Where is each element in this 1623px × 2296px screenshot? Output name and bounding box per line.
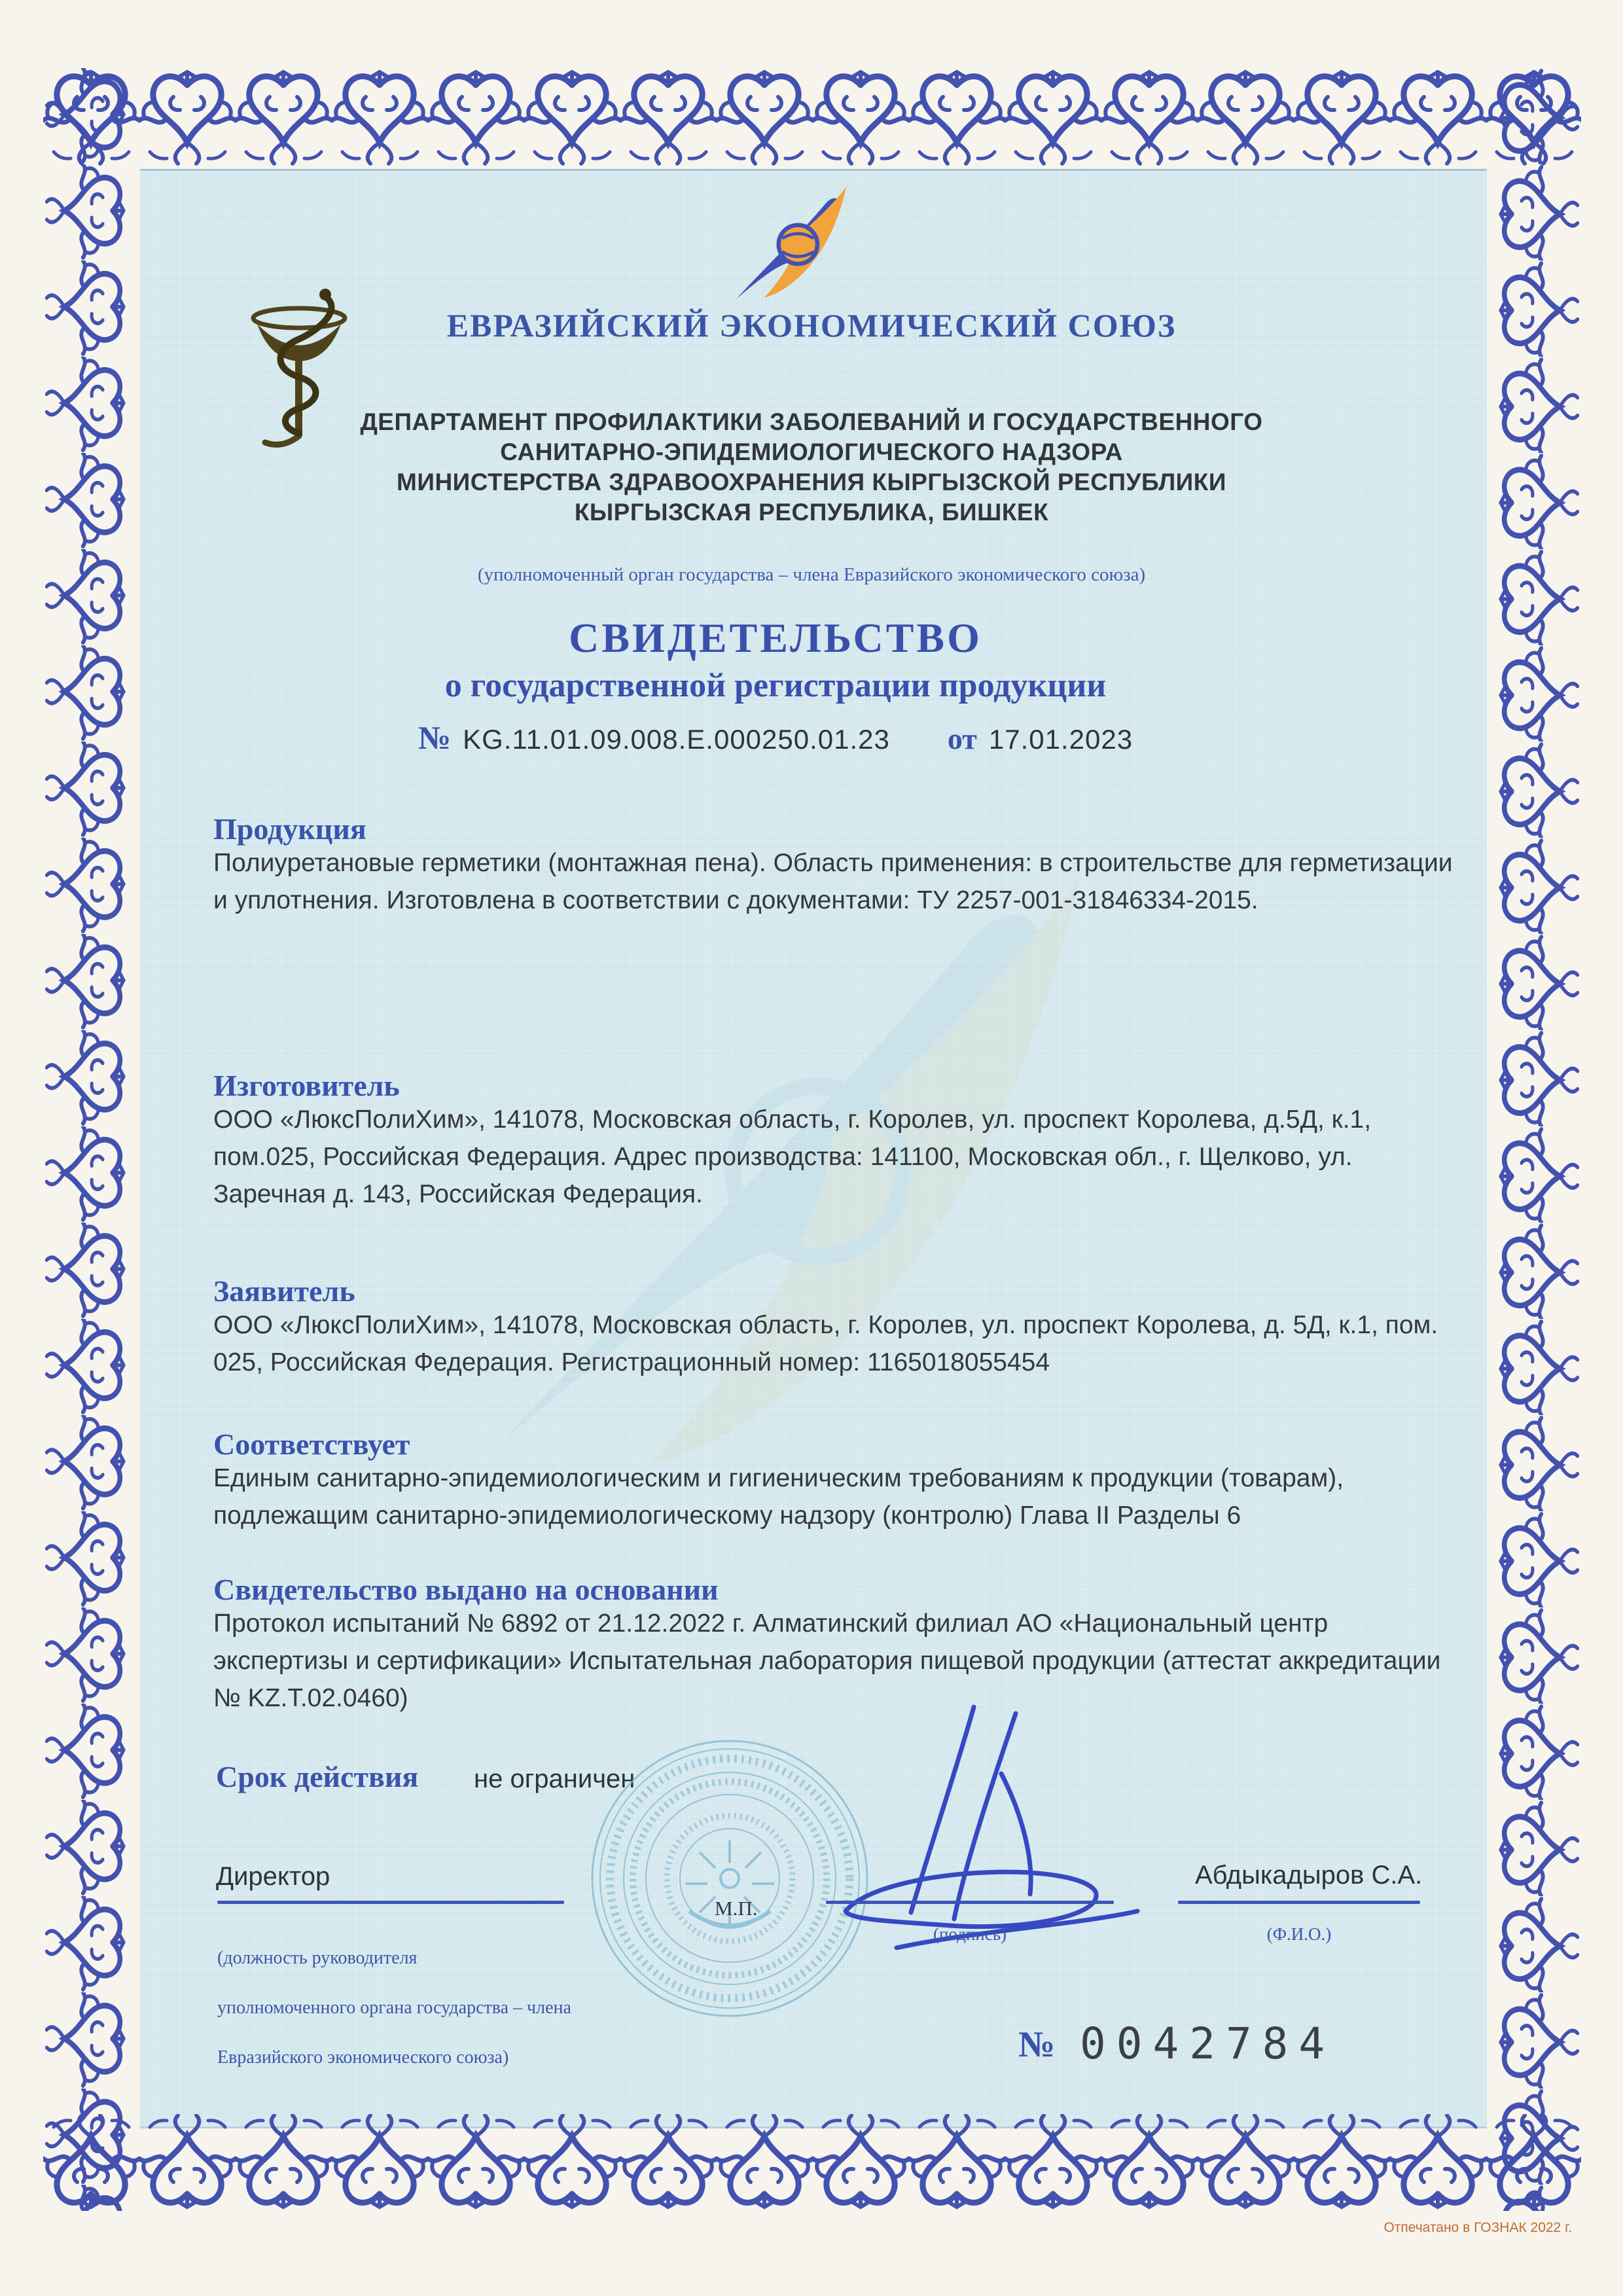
signer-position: Директор [216, 1862, 330, 1891]
eaeu-logo-icon [728, 174, 849, 315]
certificate-date: 17.01.2023 [988, 724, 1133, 755]
section-body-manufacturer: ООО «ЛюксПолиХим», 141078, Московская область, г. Королев, ул. проспект Королева, д.5Д, к.1, пом.025, Российская Федерация. Адрес производства: 141100, Московская обл., г. Щелково, ул. Заречная д. 143, Российская Федерация. [213, 1105, 1372, 1208]
name-caption: (Ф.И.О.) [1266, 1924, 1332, 1944]
department-line-2: САНИТАРНО-ЭПИДЕМИОЛОГИЧЕСКОГО НАДЗОРА [500, 439, 1123, 465]
date-label: от [947, 722, 977, 755]
seal-place-mark: М.П. [715, 1897, 758, 1920]
certificate-number: KG.11.01.09.008.E.000250.01.23 [463, 724, 890, 755]
section-body-issued-basis: Протокол испытаний № 6892 от 21.12.2022 г. Алматинский филиал АО «Национальный центр экспертизы и сертификации» Испытательная лаборатория пищевой продукции (аттестат аккредитации № KZ.T.02.0460) [213, 1609, 1441, 1712]
department-name [0, 407, 1623, 528]
ornament-border-top [43, 68, 1581, 166]
validity-heading: Срок действия [216, 1760, 419, 1793]
position-caption-line-1: (должность руководителя [217, 1948, 418, 1968]
department-line-3: МИНИСТЕРСТВА ЗДРАВООХРАНЕНИЯ КЫРГЫЗСКОЙ РЕСПУБЛИКИ [397, 469, 1226, 495]
position-caption-line-3: Евразийского экономического союза) [217, 2047, 509, 2068]
form-number-sign: № [1018, 2024, 1056, 2065]
signer-name: Абдыкадыров С.А. [1195, 1861, 1423, 1890]
position-underline [217, 1901, 564, 1904]
certificate-title: СВИДЕТЕЛЬСТВО [569, 615, 982, 661]
section-heading-product: Продукция [213, 812, 366, 846]
ornament-border-left [43, 68, 127, 2211]
section-heading-issued-basis: Свидетельство выдано на основании [213, 1573, 719, 1606]
department-line-4: КЫРГЫЗСКАЯ РЕСПУБЛИКА, БИШКЕК [574, 499, 1049, 526]
printer-note: Отпечатано в ГОЗНАК 2022 г. [1383, 2220, 1572, 2235]
section-heading-manufacturer: Изготовитель [213, 1069, 400, 1102]
authorized-body-note: (уполномоченный орган государства – члена Евразийского экономического союза) [477, 564, 1146, 585]
position-caption-line-2: уполномоченного органа государства – члена [217, 1998, 571, 2018]
section-body-product: Полиуретановые герметики (монтажная пена). Область применения: в строительстве для герметизации и уплотнения. Изготовлена в соответствии с документами: ТУ 2257-001-31846334-2015. [213, 849, 1453, 914]
certificate-subtitle: о государственной регистрации продукции [444, 667, 1107, 704]
signature-scribble [805, 1695, 1145, 1957]
section-body-conformity: Единым санитарно-эпидемиологическим и гигиеническим требованиям к продукции (товарам), подлежащим санитарно-эпидемиологическому надзору (контролю) Глава II Разделы 6 [213, 1464, 1344, 1530]
number-sign: № [418, 719, 452, 756]
validity-value: не ограничен [474, 1765, 635, 1793]
section-heading-applicant: Заявитель [213, 1274, 355, 1308]
signature-underline [826, 1901, 1114, 1904]
certificate-number-line [0, 719, 1551, 757]
form-number-value: 0042784 [1080, 2018, 1336, 2069]
ornament-border-right [1497, 68, 1581, 2211]
union-title: ЕВРАЗИЙСКИЙ ЭКОНОМИЧЕСКИЙ СОЮЗ [446, 307, 1177, 344]
department-line-1: ДЕПАРТАМЕНТ ПРОФИЛАКТИКИ ЗАБОЛЕВАНИЙ И ГОСУДАРСТВЕННОГО [360, 408, 1263, 435]
ornament-border-bottom [43, 2114, 1581, 2211]
section-heading-conformity: Соответствует [213, 1427, 410, 1461]
section-body-applicant: ООО «ЛюксПолиХим», 141078, Московская область, г. Королев, ул. проспект Королева, д. 5Д, к.1, пом. 025, Российская Федерация. Регистрационный номер: 1165018055454 [213, 1311, 1438, 1376]
name-underline [1178, 1901, 1420, 1904]
signature-caption: (подпись) [933, 1924, 1007, 1944]
